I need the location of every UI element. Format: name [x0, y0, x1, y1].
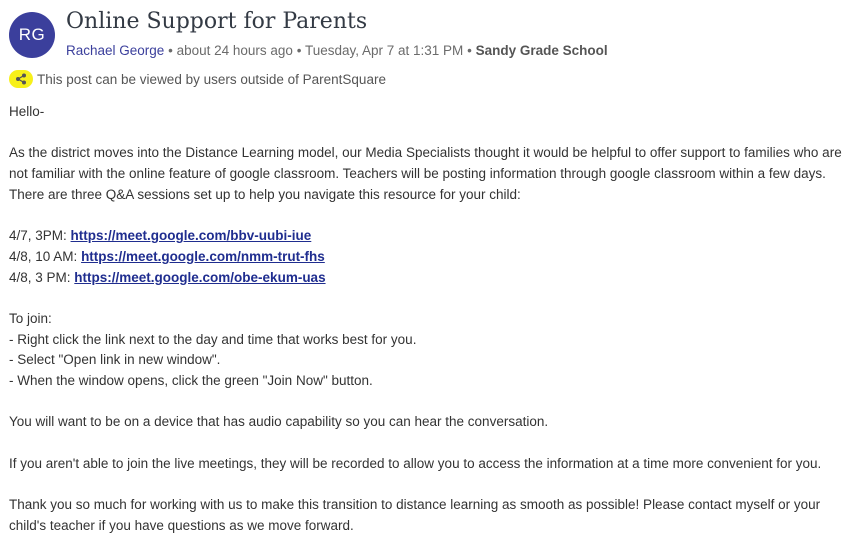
join-step: - When the window opens, click the green "Join Now" button.: [9, 373, 373, 389]
relative-time: about 24 hours ago: [176, 43, 293, 58]
join-heading: To join:: [9, 310, 52, 326]
avatar-initials: RG: [18, 25, 46, 44]
visibility-text: This post can be viewed by users outside of ParentSquare: [37, 71, 386, 87]
visibility-notice: [9, 70, 386, 88]
meta-separator: •: [296, 43, 302, 58]
session-label: 4/8, 10 AM:: [9, 248, 78, 264]
intro-paragraph: As the district moves into the Distance Learning model, our Media Specialists thought it would be helpful to offer support to families who are not familiar with the online feature of google classroom. Teachers will be posting information through google classroom within a few days. There are three Q&A sessions set up to help you navigate this resource for your child:: [9, 145, 842, 202]
session-link[interactable]: https://meet.google.com/bbv-uubi-iue: [70, 228, 312, 244]
join-step: - Right click the link next to the day and time that works best for you.: [9, 331, 417, 347]
greeting: Hello-: [9, 104, 45, 119]
session-link[interactable]: https://meet.google.com/nmm-trut-fhs: [81, 248, 325, 264]
school-link[interactable]: Sandy Grade School: [475, 43, 608, 58]
recording-note: If you aren't able to join the live meetings, they will be recorded to allow you to access the information at a time more convenient for you.: [9, 455, 822, 471]
post-title: Online Support for Parents: [66, 9, 368, 34]
post-date: Tuesday, Apr 7 at 1:31 PM: [304, 43, 464, 58]
session-label: 4/7, 3PM:: [9, 228, 67, 244]
session-link[interactable]: https://meet.google.com/obe-ekum-uas: [74, 269, 326, 285]
meta-separator: •: [467, 43, 472, 58]
post-body: [9, 102, 851, 537]
avatar[interactable]: [9, 12, 55, 58]
post-meta: [66, 43, 608, 58]
join-step: - Select "Open link in new window".: [9, 352, 221, 368]
meta-separator: •: [168, 43, 173, 58]
session-label: 4/8, 3 PM:: [9, 269, 71, 285]
session-line: [9, 226, 851, 247]
device-note: You will want to be on a device that has audio capability so you can hear the conversation.: [9, 414, 549, 430]
session-line: [9, 247, 851, 268]
share-icon: [9, 70, 33, 88]
closing-paragraph: Thank you so much for working with us to make this transition to distance learning as smooth as possible! Please contact myself or your child's teacher if you have questions as we move forward.: [9, 497, 821, 533]
session-line: [9, 268, 851, 289]
author-link[interactable]: Rachael George: [66, 43, 165, 58]
